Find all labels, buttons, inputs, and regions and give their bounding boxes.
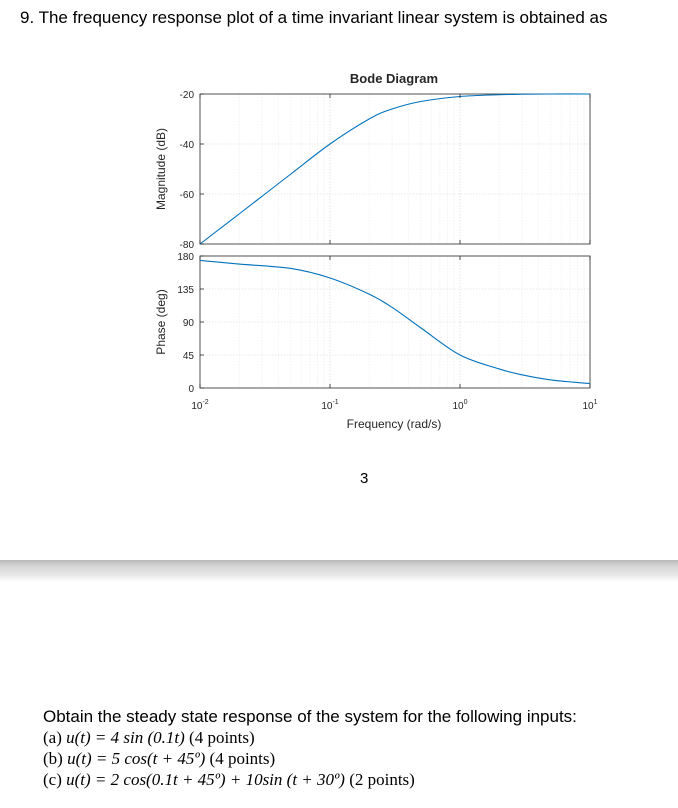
magnitude-ytick-label: -40 [179,140,194,151]
magnitude-ytick-label: -20 [179,90,194,101]
part-c [43,770,415,790]
xtick-label [321,399,338,412]
phase-y-label: Phase (deg) [154,289,168,355]
part-a-expression: u(t) = 4 sin (0.1t) [66,728,185,747]
magnitude-ytick-label: -60 [179,190,194,201]
magnitude-curve [200,94,590,244]
xtick-exponent: -2 [202,399,209,406]
xtick-exponent: -1 [332,399,339,406]
part-c-expression: u(t) = 2 cos(0.1t + 45º) + 10sin (t + 30º) [66,770,345,789]
part-b-expression: u(t) = 5 cos(t + 45º) [67,749,206,768]
phase-ytick-label: 135 [177,285,194,296]
chart-title: Bode Diagram [349,71,439,86]
frequency-x-ticks [191,94,597,412]
part-b [43,749,275,769]
phase-grid [200,256,590,388]
magnitude-panel [180,90,590,251]
part-b-label: (b) [43,749,63,768]
xtick-base: 10 [452,401,464,412]
part-a [43,728,255,748]
xtick-base: 10 [191,401,203,412]
part-b-points: (4 points) [209,749,276,768]
page-number: 3 [360,470,369,487]
part-c-label: (c) [43,770,62,789]
xtick-exponent: 0 [463,399,468,406]
page-divider [0,560,678,576]
xtick-exponent: 1 [593,399,598,406]
instructions-text: Obtain the steady state response of the system for the following inputs: [43,707,577,726]
xtick-base: 10 [321,401,333,412]
phase-panel [177,252,590,395]
magnitude-grid [200,94,590,244]
part-a-points: (4 points) [189,728,255,747]
page-divider-shadow [0,576,678,582]
magnitude-y-label: Magnitude (dB) [154,127,168,211]
phase-ytick-label: 45 [182,351,194,362]
magnitude-axes-box [200,94,590,244]
phase-ytick-label: 0 [188,384,194,395]
phase-ytick-label: 180 [177,252,194,263]
part-a-label: (a) [43,728,62,747]
part-c-points: (2 points) [349,770,415,789]
phase-ytick-label: 90 [182,318,194,329]
xtick-label [191,399,208,412]
xtick-label [452,399,467,412]
magnitude-ytick-label: -80 [179,240,194,251]
x-axis-label: Frequency (rad/s) [346,417,442,431]
xtick-label [582,399,597,412]
xtick-base: 10 [582,401,594,412]
question-text: 9. The frequency response plot of a time invariant linear system is obtained as [20,8,608,27]
